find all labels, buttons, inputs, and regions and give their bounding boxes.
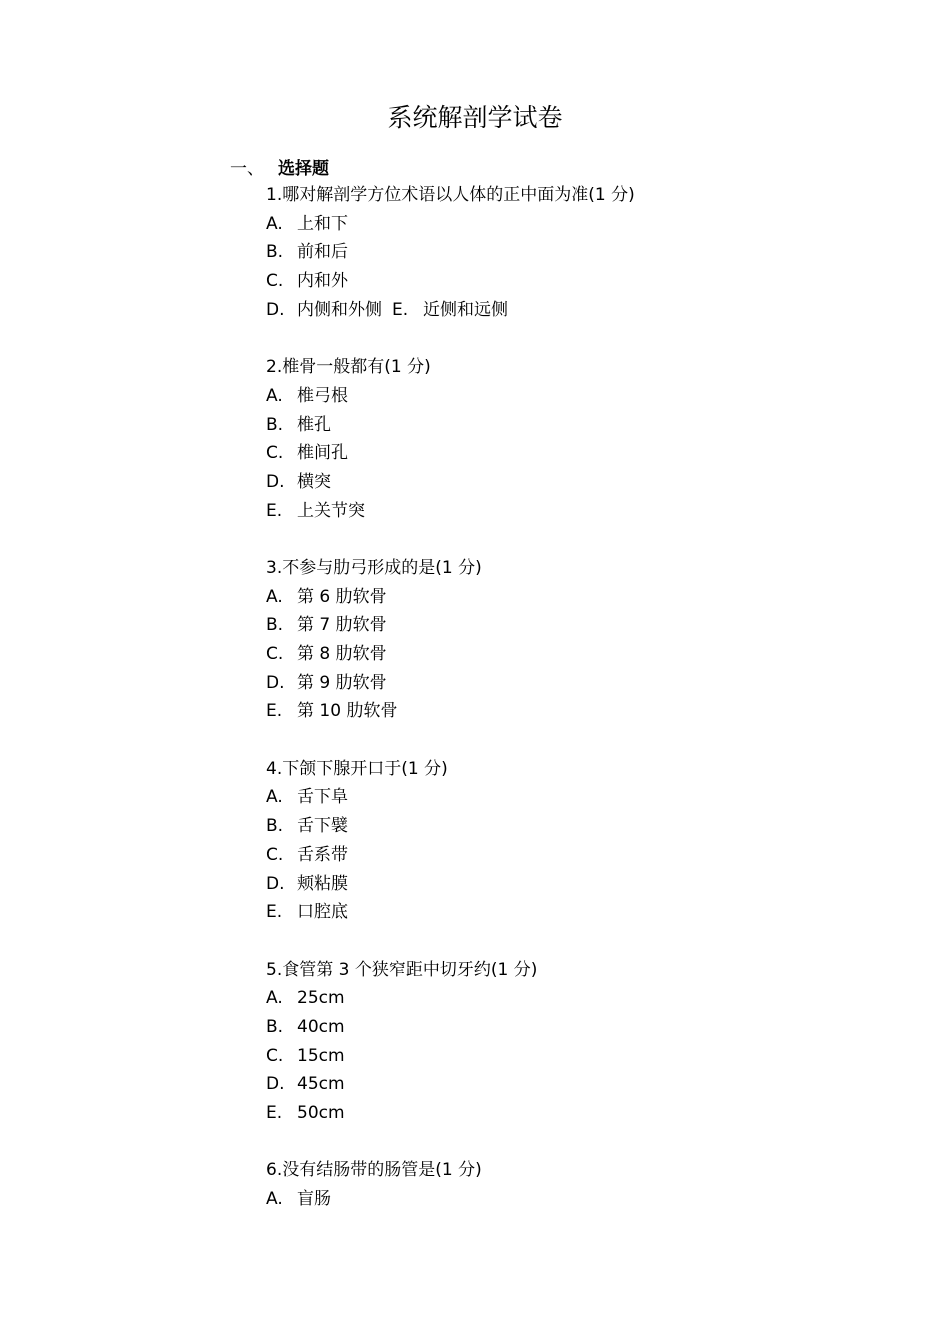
option-label: E. — [266, 701, 283, 722]
option-row — [266, 497, 635, 526]
option-label: A. — [266, 213, 283, 234]
option-row — [266, 640, 635, 669]
option-text: 50cm — [297, 1103, 345, 1123]
question-stem: 2.椎骨一般都有(1 分) — [266, 357, 431, 378]
option-row — [266, 267, 635, 296]
option-label: C. — [266, 844, 284, 865]
option-text: 舌下阜 — [297, 787, 348, 808]
option-label: E. — [392, 299, 409, 320]
option-label: A. — [266, 586, 283, 607]
option-row — [266, 468, 635, 497]
option-row — [266, 1099, 635, 1128]
option-text: 舌下襞 — [297, 816, 348, 837]
option-text: 上和下 — [297, 213, 348, 234]
option-label: A. — [266, 787, 283, 808]
option-text: 内侧和外侧 — [297, 299, 382, 320]
option-text: 舌系带 — [297, 844, 348, 865]
option-row — [266, 841, 635, 870]
option-text: 第 10 肋软骨 — [297, 701, 398, 722]
option-row — [266, 583, 635, 612]
question-list — [266, 181, 635, 1214]
option-text: 椎孔 — [297, 414, 331, 435]
option-row — [266, 210, 635, 239]
option-row — [266, 1185, 635, 1214]
option-label: D. — [266, 1074, 285, 1095]
option-label: D. — [266, 873, 285, 894]
option-row — [266, 411, 635, 440]
question-stem: 3.不参与肋弓形成的是(1 分) — [266, 557, 482, 578]
option-row — [266, 238, 635, 267]
option-text: 40cm — [297, 1016, 345, 1037]
option-row — [266, 296, 635, 325]
option-row — [266, 1070, 635, 1099]
option-text: 45cm — [297, 1074, 345, 1095]
option-text: 椎弓根 — [297, 385, 348, 406]
option-text: 口腔底 — [297, 902, 348, 923]
option-text: 第 6 肋软骨 — [297, 586, 387, 607]
option-label: D. — [266, 471, 285, 492]
option-row — [266, 783, 635, 812]
section-number: 一、 — [230, 159, 264, 179]
option-label: C. — [266, 644, 284, 664]
option-row — [266, 669, 635, 698]
option-text: 第 8 肋软骨 — [297, 644, 387, 664]
option-row — [266, 812, 635, 841]
option-text: 颊粘膜 — [297, 873, 348, 894]
option-text: 前和后 — [297, 242, 348, 263]
question-stem: 1.哪对解剖学方位术语以人体的正中面为准(1 分) — [266, 185, 635, 205]
question-stem: 6.没有结肠带的肠管是(1 分) — [266, 1160, 482, 1181]
question-stem: 4.下颌下腺开口于(1 分) — [266, 758, 448, 779]
option-label: B. — [266, 615, 284, 636]
option-label: D. — [266, 672, 285, 693]
option-text: 横突 — [297, 471, 331, 492]
option-label: E. — [266, 500, 283, 521]
option-text: 第 9 肋软骨 — [297, 672, 387, 693]
option-text: 25cm — [297, 988, 345, 1009]
option-text: 第 7 肋软骨 — [297, 615, 387, 636]
option-row — [266, 697, 635, 726]
option-label: E. — [266, 1103, 283, 1123]
option-row — [266, 1013, 635, 1042]
option-label: A. — [266, 1189, 283, 1210]
option-label: C. — [266, 1045, 284, 1066]
option-row — [266, 439, 635, 468]
question-stem: 5.食管第 3 个狭窄距中切牙约(1 分) — [266, 959, 538, 980]
section-heading — [230, 154, 329, 179]
option-label: E. — [266, 902, 283, 923]
option-text: 上关节突 — [297, 500, 365, 521]
option-label: B. — [266, 414, 284, 435]
page-title: 系统解剖学试卷 — [387, 103, 563, 132]
option-label: A. — [266, 988, 283, 1009]
option-row — [266, 898, 635, 927]
option-label: C. — [266, 271, 284, 292]
option-row — [266, 984, 635, 1013]
option-text: 近侧和远侧 — [423, 299, 508, 320]
option-text: 盲肠 — [297, 1189, 331, 1210]
option-row — [266, 382, 635, 411]
option-row — [266, 611, 635, 640]
option-text: 15cm — [297, 1045, 345, 1066]
option-label: B. — [266, 242, 284, 263]
option-label: A. — [266, 385, 283, 406]
option-label: B. — [266, 816, 284, 837]
option-text: 内和外 — [297, 271, 348, 292]
section-label: 选择题 — [278, 159, 329, 179]
option-label: D. — [266, 299, 285, 320]
option-label: B. — [266, 1016, 284, 1037]
option-row — [266, 1042, 635, 1071]
option-row — [266, 870, 635, 899]
option-text: 椎间孔 — [297, 443, 348, 464]
option-label: C. — [266, 443, 284, 464]
